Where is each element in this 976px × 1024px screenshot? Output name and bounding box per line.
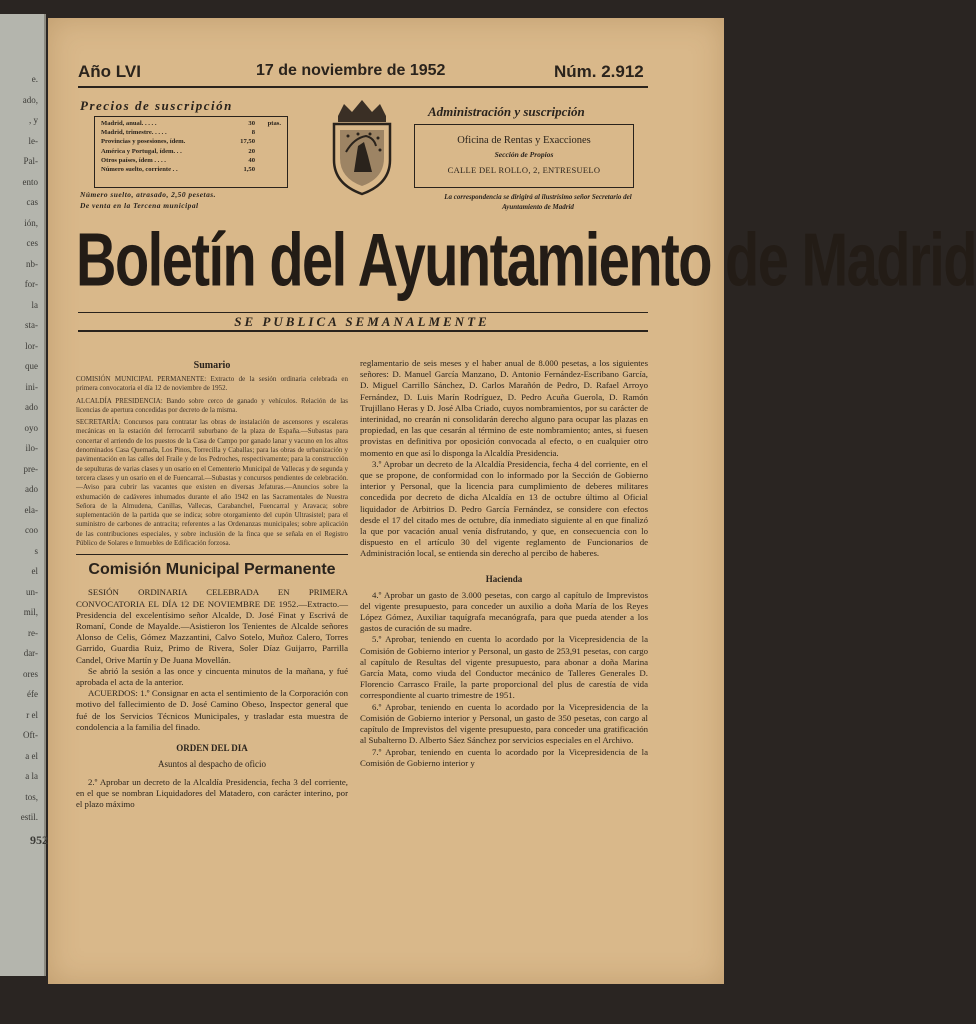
price-value: 20	[248, 147, 255, 155]
price-value: 8	[251, 129, 255, 137]
admin-address: CALLE DEL ROLLO, 2, ENTRESUELO	[447, 165, 601, 175]
sumario-body	[76, 375, 348, 548]
price-label: Madrid, trimestre. . . . .	[101, 129, 167, 137]
hacienda-heading: Hacienda	[485, 573, 523, 584]
sumario-paragraph: SECRETARÍA: Concursos para contratar las obras de instalación de ascensores y escaleras mecánicas en la estación del ferrocarril suburbano de la plaza de España.—Subastas para concertar el arriendo de los puestos de la Casa de Campo por ganado lanar y vacuno en los altos denominados Casa Quemada, Los Pinos, Torrecilla y Caballas; para las obras de urbanización y pavimentación en las calles del Fraile y de los Pedroches, respectivamente; para la construcción de sepulturas de varias clases y un osario en el Cementerio Municipal de Vallecas y de segunda y tercera clases y un osario en el de Fuencarral.—Subastas y concursos pendientes de celebración.—Aviso para cubrir las vacantes que existen en diversas Jefaturas.—Anuncios sobre la exhumación de cadáveres inhumados durante el año 1942 en las Sacramentales de Nuestra Señora de la Almudena, Canillas, Vallecas, Carabanchel, Fuencarral y Aravaca; sobre suplementación de la partida que se indica; sobre otorgamiento del cupón Ultrasistel; para el suministro de carbones de antracita; referentes a las Ordenanzas municipales; sobre aplicación de las contribuciones especiales, y sobre inclusión de la finca que se señala en el Registro Público de Solares e Inmuebles de Edificación forzosa.	[76, 418, 348, 548]
price-row	[101, 165, 281, 174]
price-currency	[255, 147, 281, 156]
adjacent-page-fragment: Oft-	[23, 730, 38, 740]
adjacent-page-fragment: ado,	[22, 94, 38, 105]
adjacent-page-fragment: ión,	[24, 217, 38, 228]
right-paragraph: 3.º Aprobar un decreto de la Alcaldía Presidencia, fecha 4 del corriente, en el que se propone, de conformidad con lo informado por la Sección de Gobierno interior y Personal, que la licencia para cumplimiento de deberes militares concedida por decreto de dicha Alcaldía en 13 de octubre último al Oficial liquidador de Arbitrios D. Pedro García Fernández, se considere con efectos desde el 17 del citado mes de octubre, día inmediato siguiente al en que finalizó la que por vacación anual venía disfrutando, y que, en consecuencia con lo dispuesto en el artículo 30 del vigente reglamento de Funcionarios de Administración local, se entienda sin derecho al percibo de haberes.	[360, 458, 648, 559]
adjacent-page-fragment: lor-	[25, 340, 38, 351]
issue-date: 17 de noviembre de 1952	[256, 62, 446, 79]
orden-del-dia-heading: ORDEN DEL DIA	[176, 742, 248, 753]
subscription-title: Precios de suscripción	[80, 98, 233, 113]
comision-paragraph: SESIÓN ORDINARIA CELEBRADA EN PRIMERA CONVOCATORIA EL DÍA 12 DE NOVIEMBRE DE 1952.—Extracto.—Presidencia del excelentísimo señor Alcalde, D. José Finat y Escrivá de Romaní, Conde de Mayalde.—Asistieron los Tenientes de Alcalde señores Alonso de Celis, Gómez Mazzantini, Calvo Sotelo, Muñoz Calero, Torres Garrido, Guardia Ruiz, Primo de Rivera, Soler Díaz Guijarro, Parrilla Candel, Orive Martín y De Juana Movellán.	[76, 587, 348, 665]
newspaper-page	[48, 18, 976, 984]
price-row	[101, 156, 281, 165]
adjacent-page-fragment: el	[31, 566, 38, 576]
price-label: Otros países, ídem . . . .	[101, 156, 166, 164]
adjacent-page-fragment: sta-	[25, 320, 38, 330]
price-currency	[255, 137, 281, 146]
price-currency	[255, 165, 281, 174]
adjacent-page-fragment: ores	[23, 668, 38, 679]
price-value: 30	[248, 120, 255, 127]
price-currency	[255, 128, 281, 137]
price-label: América y Portugal, ídem. . .	[101, 147, 182, 155]
masthead-title: Boletín del Ayuntamiento de Madrid	[76, 216, 976, 302]
comision-title: Comisión Municipal Permanente	[88, 561, 336, 579]
adjacent-page-fragment: pre-	[23, 463, 38, 474]
right-paragraph: 6.º Aprobar, teniendo en cuenta lo acordado por la Vicepresidencia de la Comisión de Gobierno interior y Personal, un gasto de 350 pesetas, con cargo al capítulo de Imprevistos del vigente presupuesto, para conceder una gratificación al Subalterno D. Alberto Sáez Sánchez por servicios especiales en el Archivo.	[360, 701, 648, 746]
adjacent-page-fragment: que	[25, 361, 38, 371]
correspondence-note: La correspondencia se dirigirá al ilustrísimo señor Secretario del Ayuntamiento de Madrid	[444, 193, 632, 211]
adjacent-page-fragment: Pal-	[23, 156, 38, 166]
price-value: 40	[248, 156, 255, 164]
adjacent-page-fragment: 952	[30, 832, 48, 847]
subscription-note-1: Número suelto, atrasado, 2,50 pesetas.	[80, 190, 217, 199]
adjacent-page-fragment: s	[34, 545, 38, 556]
comision-paragraph: Se abrió la sesión a las once y cincuenta minutos de la mañana, y fué aprobada el acta de la anterior.	[76, 665, 348, 687]
adjacent-page-fragment: mil,	[23, 607, 38, 617]
adjacent-page-fragment: r el	[26, 709, 38, 720]
price-value: 1,50	[243, 166, 255, 174]
comision-paragraph: ACUERDOS: 1.º Consignar en acta el sentimiento de la Corporación con motivo del fallecimiento de D. José Camino Obeso, Inspector general que fué de los Servicios Técnicos Municipales, y trasladar esta muestra de condolencia a la familia del finado.	[76, 688, 348, 732]
section-divider	[76, 554, 348, 555]
adjacent-page-fragment: coo	[25, 525, 38, 535]
admin-office: Oficina de Rentas y Exacciones	[457, 135, 591, 146]
price-row	[101, 128, 281, 137]
adjacent-page-fragment: e.	[31, 74, 38, 84]
sumario-title: Sumario	[193, 360, 231, 371]
tagline: SE PUBLICA SEMANALMENTE	[234, 314, 490, 329]
admin-office-box	[414, 124, 634, 188]
adjacent-page-fragment: for-	[24, 279, 38, 289]
adjacent-page-fragment: ini-	[25, 381, 38, 392]
madrid-coat-of-arms-icon	[324, 98, 400, 198]
issue-number: Núm. 2.912	[554, 62, 644, 81]
adjacent-page-fragment: ela-	[24, 504, 38, 515]
adjacent-page-fragment: re-	[28, 627, 38, 638]
subscription-note-2: De venta en la Tercena municipal	[80, 201, 199, 210]
price-label: Número suelto, corriente . .	[101, 166, 178, 174]
price-currency	[255, 156, 281, 165]
adjacent-page-fragment: dar-	[23, 648, 38, 658]
adjacent-page-fragment: la	[31, 299, 38, 310]
price-row	[101, 147, 281, 156]
adjacent-page-fragment: nb-	[26, 258, 38, 269]
price-row	[101, 119, 281, 128]
adjacent-page-fragment: éfe	[27, 689, 38, 699]
adjacent-page-fragment: estil.	[20, 812, 38, 822]
masthead-rule-bottom	[78, 330, 648, 332]
adjacent-page-fragment: tos,	[25, 791, 38, 802]
adjacent-page-fragment: ilo-	[25, 443, 38, 453]
admin-title: Administración y suscripción	[428, 104, 585, 119]
admin-section: Sección de Propios	[494, 150, 554, 159]
subscription-price-box	[94, 116, 288, 188]
adjacent-page-fragment: a la	[25, 771, 38, 781]
adjacent-page-fragment: cas	[26, 197, 38, 207]
adjacent-page-strip	[0, 14, 46, 976]
adjacent-page-fragment: a el	[25, 750, 38, 761]
adjacent-page-fragment: un-	[26, 586, 38, 597]
adjacent-page-fragment: ado	[25, 484, 38, 494]
adjacent-page-fragment: oyo	[24, 422, 38, 433]
adjacent-page-fragment: le-	[28, 135, 38, 146]
price-value: 17,50	[240, 138, 255, 146]
masthead-rule-top	[78, 312, 648, 313]
price-row	[101, 137, 281, 146]
price-label: Madrid, anual. . . . .	[101, 120, 157, 127]
adjacent-page-fragment: ento	[22, 176, 38, 187]
adjacent-page-fragment: ado	[25, 402, 38, 412]
header-rule	[78, 86, 648, 88]
right-paragraph: reglamentario de seis meses y el haber anual de 8.000 pesetas, a los siguientes señores: D. Manuel García Manzano, D. Antonio Fernández-Escribano García, D. Miguel Carrillo Sánchez, D. Carlos Marañón de Pedro, D. Rafael Arroyo Fernández, D. Luis Marín Rodríguez, D. Pedro Acuña Guerola, D. Ramón Trujillano Heras y D. José Alba Criado, cuyos nombramientos, por su carácter de interinidad, no crearán ni consolidarán derecho alguno para ocupar las plazas en propiedad, en las que cesarán al término de este nombramiento; antes, si fuesen provistas en definitiva por oposición convocada al efecto, o en cualquier otro momento en que así lo disponga la Alcaldía Presidencia.	[360, 358, 648, 458]
comision-paragraph: 2.º Aprobar un decreto de la Alcaldía Presidencia, fecha 3 del corriente, en el que se nombran Liquidadores del Matadero, con carácter interino, por el plazo máximo	[76, 776, 348, 810]
issue-year: Año LVI	[78, 62, 141, 81]
sumario-paragraph: ALCALDÍA PRESIDENCIA: Bando sobre cerco de ganado y vehículos. Relación de las licencias de apertura concedidas por decreto de la misma.	[76, 396, 348, 414]
adjacent-page-fragment: , y	[29, 115, 38, 125]
left-column	[76, 358, 348, 811]
price-label: Provincias y posesiones, ídem.	[101, 138, 186, 146]
sumario-paragraph: COMISIÓN MUNICIPAL PERMANENTE: Extracto de la sesión ordinaria celebrada en primera convocatoria el día 12 de noviembre de 1952.	[76, 375, 348, 393]
right-paragraph: 4.º Aprobar un gasto de 3.000 pesetas, con cargo al capítulo de Imprevistos del vigente presupuesto, para conceder un auxilio a doña María de los Reyes López Gómez, Auxiliar taquígrafa mecanógrafa, para que pueda atender a los gastos de curación de su madre.	[360, 589, 648, 634]
price-currency: ptas.	[267, 120, 281, 127]
right-paragraph: 7.º Aprobar, teniendo en cuenta lo acordado por la Vicepresidencia de la Comisión de Gobierno interior y	[360, 746, 648, 768]
right-column	[360, 358, 648, 769]
right-paragraph: 5.º Aprobar, teniendo en cuenta lo acordado por la Vicepresidencia de la Comisión de Gobierno interior y Personal, un gasto de 253,91 pesetas, con cargo al capítulo de Resultas del vigente presupuesto, para abonar a doña Marina García Mata, como viuda del Conductor mecánico de Talleres Generales D. Florencio Carrasco Fraile, la parte proporcional del plus de carestía de vida correspondiente al cuarto trimestre de 1951.	[360, 634, 648, 701]
asuntos-heading: Asuntos al despacho de oficio	[158, 758, 266, 769]
adjacent-page-fragment: ces	[26, 238, 38, 248]
